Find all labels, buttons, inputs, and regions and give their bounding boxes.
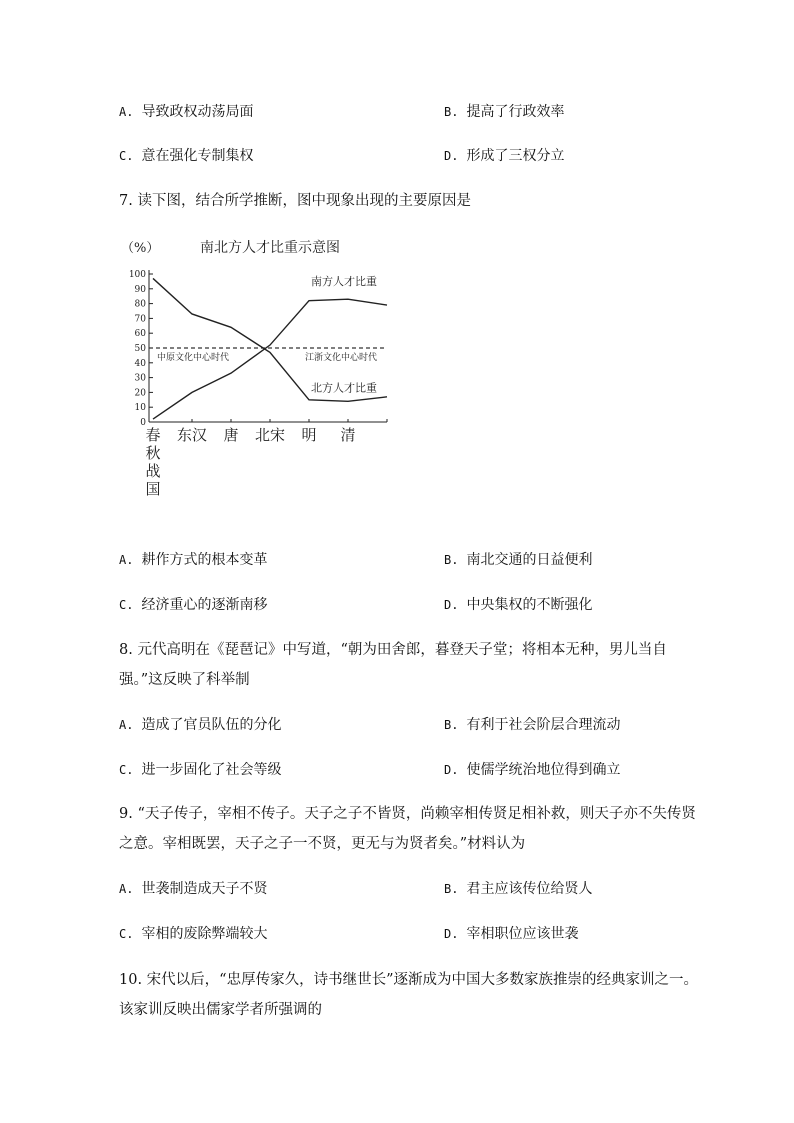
q9-stem-line1: 9. “天子传子，宰相不传子。天子之子不皆贤，尚赖宰相传贤足相补救，则天子亦不失传贤 bbox=[119, 806, 696, 822]
q8-option-d: D. 使儒学统治地位得到确立 bbox=[444, 762, 621, 778]
y-tick-label: 0 bbox=[140, 418, 146, 428]
y-tick-label: 10 bbox=[134, 403, 146, 414]
north-series-label: 北方人才比重 bbox=[311, 381, 377, 395]
q7-option-c: C. 经济重心的逐渐南移 bbox=[119, 597, 268, 613]
q8-option-a: A. 造成了官员队伍的分化 bbox=[119, 717, 282, 733]
y-tick-label: 20 bbox=[134, 388, 146, 399]
south-series-label: 南方人才比重 bbox=[311, 275, 377, 289]
y-tick-label: 60 bbox=[134, 329, 146, 340]
q9-option-a: A. 世袭制造成天子不贤 bbox=[119, 881, 268, 897]
q8-stem-line2: 强。”这反映了科举制 bbox=[119, 672, 250, 688]
q7-stem: 7. 读下图，结合所学推断，图中现象出现的主要原因是 bbox=[119, 193, 471, 209]
x-tick-label: 东汉 bbox=[176, 426, 208, 444]
y-tick-label: 100 bbox=[128, 270, 146, 280]
q8-stem-line1: 8. 元代高明在《琵琶记》中写道，“朝为田舍郎，暮登天子堂；将相本无种，男儿当自 bbox=[119, 642, 667, 658]
y-tick-label: 70 bbox=[134, 314, 146, 325]
x-tick-label: 北宋 bbox=[254, 426, 286, 444]
q7-option-a: A. 耕作方式的根本变革 bbox=[119, 552, 268, 568]
x-tick-char: 国 bbox=[145, 480, 161, 498]
x-tick-label: 唐 bbox=[223, 426, 239, 444]
x-tick-label: 明 bbox=[301, 426, 317, 444]
y-tick-label: 80 bbox=[134, 299, 146, 310]
y-tick-label: 90 bbox=[134, 284, 146, 295]
q6-option-c: C. 意在强化专制集权 bbox=[119, 148, 254, 164]
reference-left-label: 中原文化中心时代 bbox=[157, 353, 230, 363]
q6-option-d: D. 形成了三权分立 bbox=[444, 148, 565, 164]
chart-series-labels bbox=[311, 274, 377, 394]
chart-ylabel: （%） bbox=[121, 241, 160, 256]
q6-option-a: A. 导致政权动荡局面 bbox=[119, 104, 254, 120]
x-tick-char: 春 bbox=[145, 426, 161, 444]
x-tick-char: 战 bbox=[145, 462, 161, 480]
q10-stem-line1: 10. 宋代以后，“忠厚传家久，诗书继世长”逐渐成为中国大多数家族推崇的经典家训之一。 bbox=[119, 972, 698, 988]
q7-option-d: D. 中央集权的不断强化 bbox=[444, 597, 593, 613]
y-tick-label: 40 bbox=[134, 358, 146, 369]
talent-ratio-chart bbox=[121, 232, 395, 498]
q9-option-c: C. 宰相的废除弊端较大 bbox=[119, 926, 268, 942]
y-tick-label: 30 bbox=[134, 373, 146, 384]
q9-option-d: D. 宰相职位应该世袭 bbox=[444, 926, 579, 942]
chart-title: 南北方人才比重示意图 bbox=[200, 240, 340, 256]
reference-right-label: 江浙文化中心时代 bbox=[304, 353, 377, 363]
q10-stem-line2: 该家训反映出儒家学者所强调的 bbox=[119, 1002, 322, 1018]
chart-series bbox=[153, 278, 387, 419]
x-tick-label: 清 bbox=[340, 426, 356, 444]
q7-option-b: B. 南北交通的日益便利 bbox=[444, 552, 593, 568]
q6-option-b: B. 提高了行政效率 bbox=[444, 104, 565, 120]
x-tick-char: 秋 bbox=[145, 444, 161, 462]
q8-option-b: B. 有利于社会阶层合理流动 bbox=[444, 717, 621, 733]
q9-option-b: B. 君主应该传位给贤人 bbox=[444, 881, 593, 897]
q9-stem-line2: 之意。宰相既罢，天子之子一不贤，更无与为贤者矣。”材料认为 bbox=[119, 836, 526, 852]
x-tick-label bbox=[145, 426, 160, 498]
chart-reference-line bbox=[149, 348, 387, 363]
q8-option-c: C. 进一步固化了社会等级 bbox=[119, 762, 282, 778]
y-tick-label: 50 bbox=[134, 344, 146, 354]
